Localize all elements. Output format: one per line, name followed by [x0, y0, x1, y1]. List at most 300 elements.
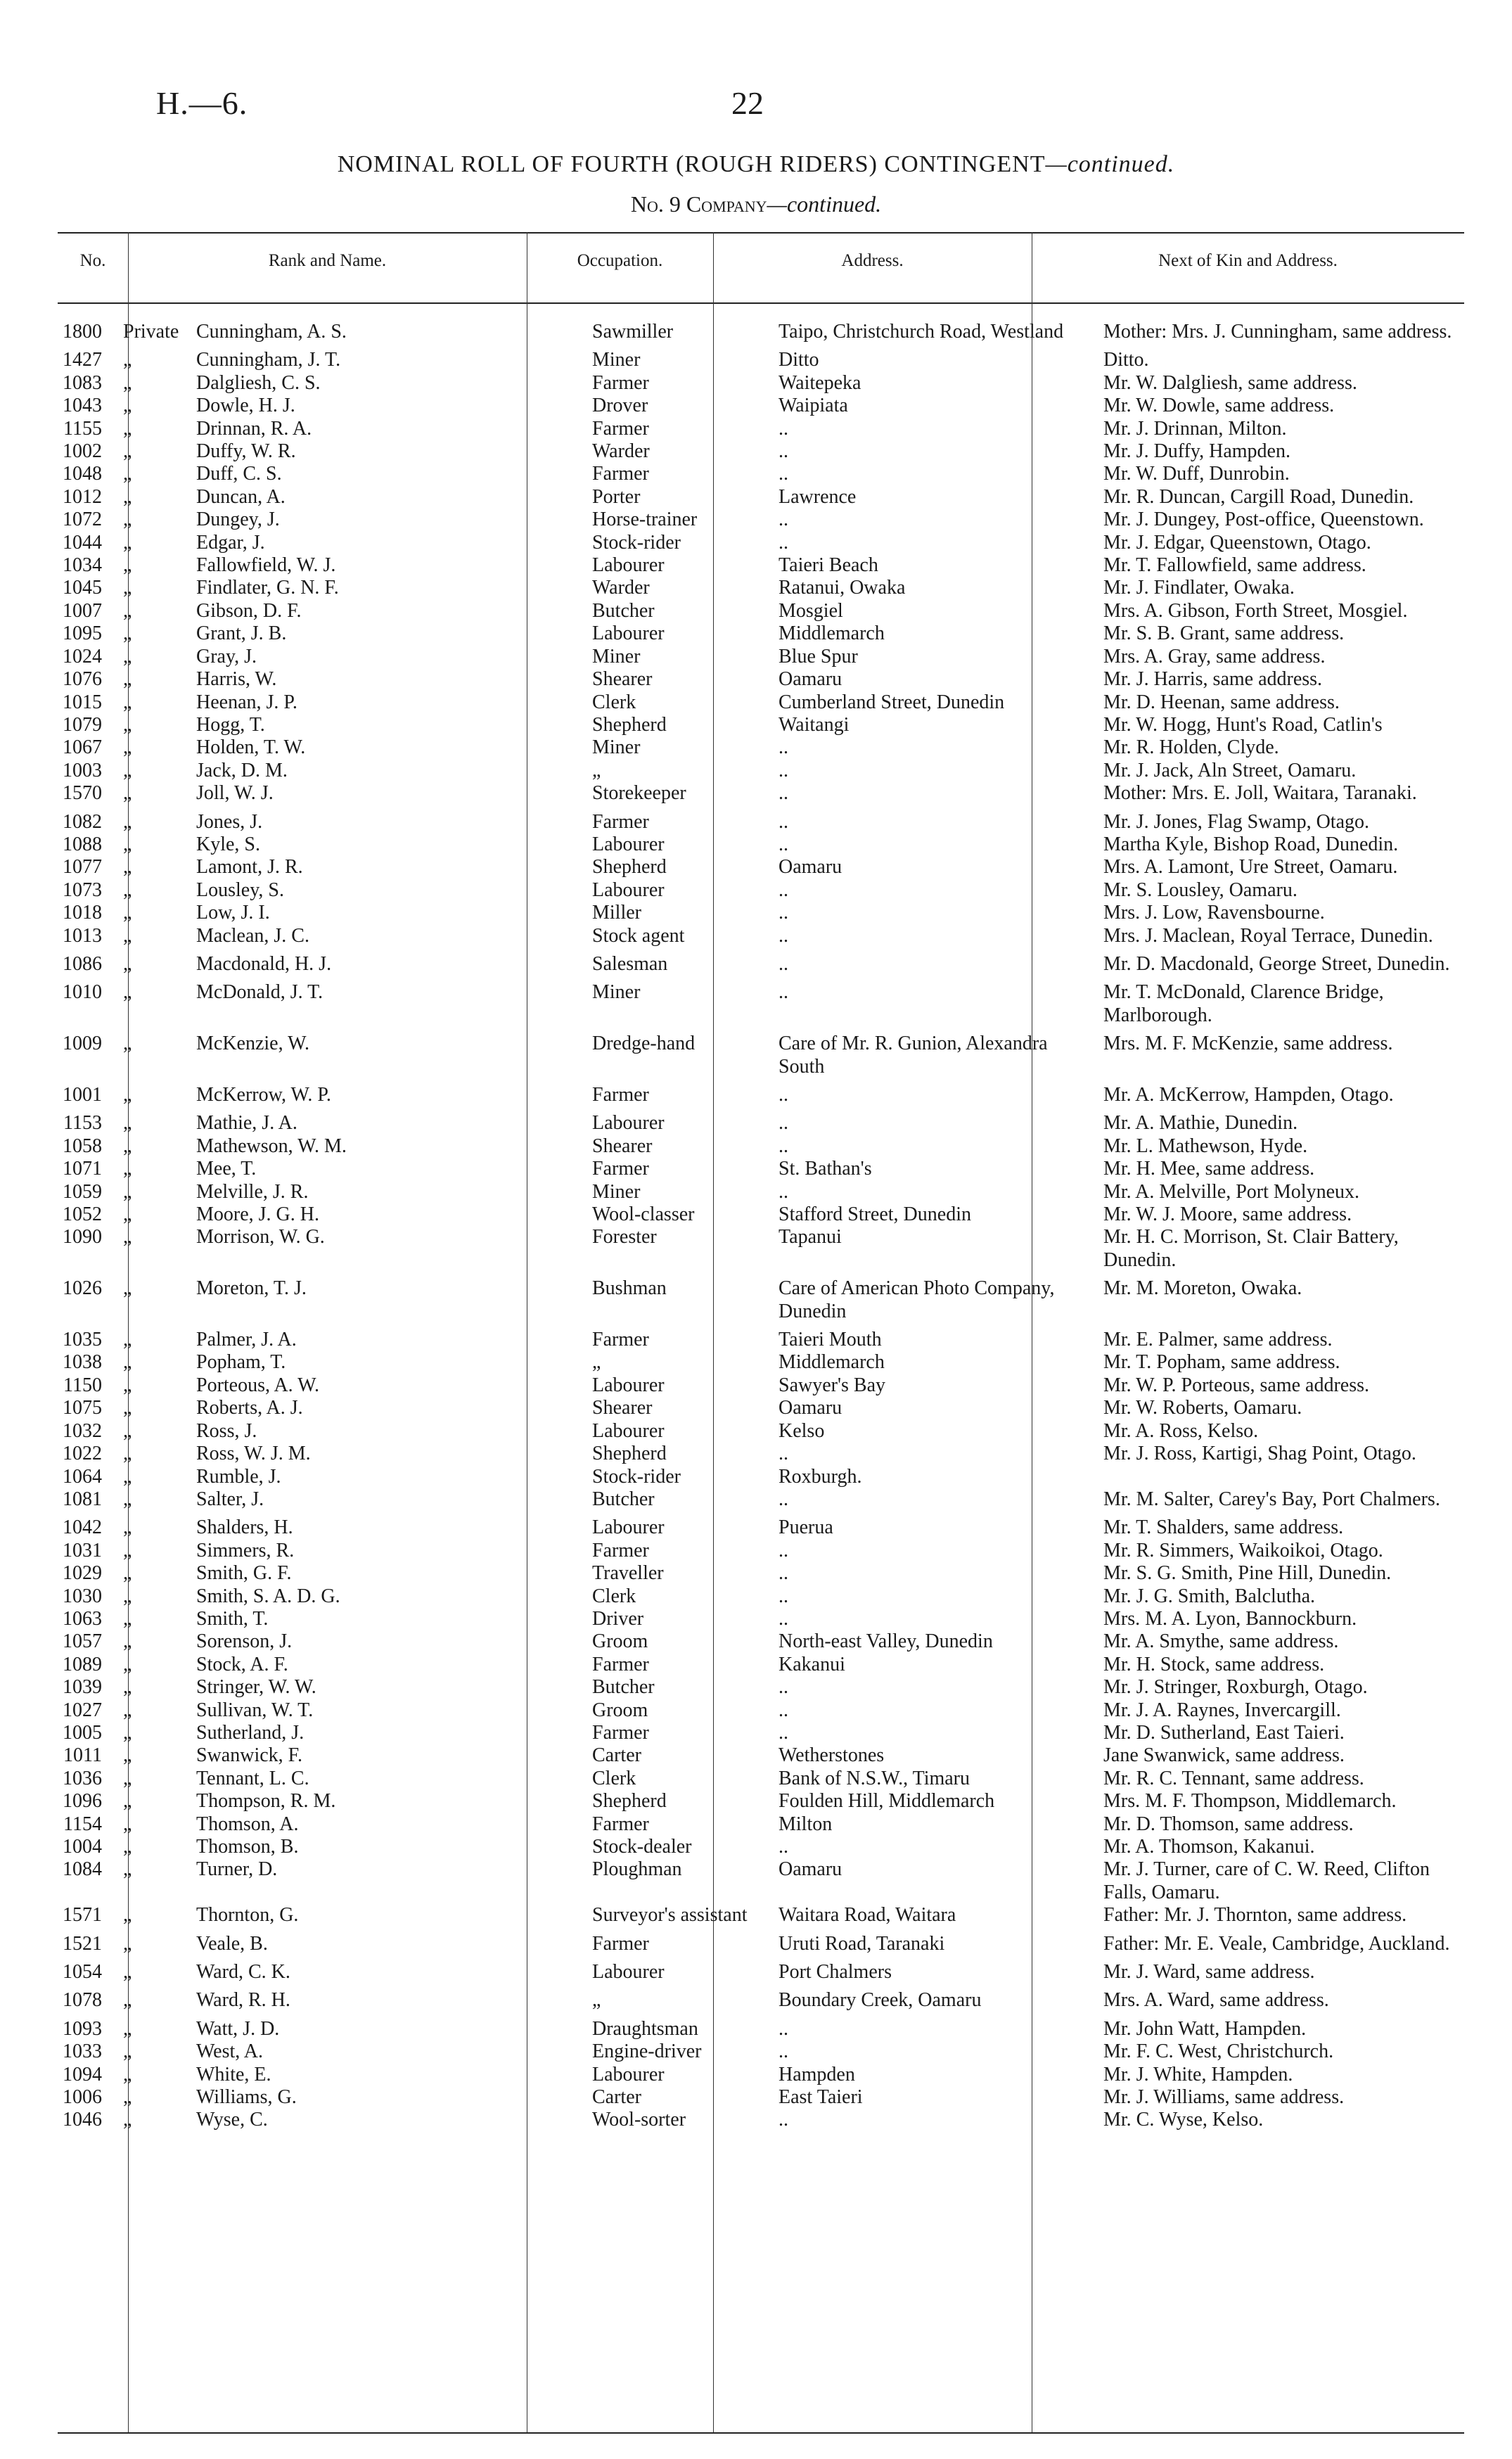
row-occupation: Labourer [592, 1112, 665, 1135]
row-occupation: Warder [592, 577, 650, 599]
row-number: 1030 [63, 1585, 102, 1607]
row-address: .. [779, 782, 788, 805]
row-number: 1009 [63, 1033, 102, 1055]
table-row [58, 509, 1464, 531]
row-address: Care of American Photo Company, Dunedin [779, 1277, 1055, 1322]
table-row [58, 1585, 1464, 1608]
row-address: Boundary Creek, Oamaru [779, 1989, 982, 2012]
row-rank: „ [123, 924, 132, 947]
table-row [58, 1323, 1464, 1351]
row-next-of-kin: Mr. W. P. Porteous, same address. [1103, 1374, 1369, 1396]
row-number: 1011 [63, 1744, 102, 1767]
table-row [58, 1699, 1464, 1722]
row-next-of-kin: Mr. L. Mathewson, Hyde. [1103, 1135, 1308, 1157]
row-rank: „ [123, 349, 132, 371]
row-occupation: Carter [592, 1744, 641, 1767]
row-next-of-kin: Jane Swanwick, same address. [1103, 1744, 1345, 1767]
row-rank: „ [123, 1699, 132, 1721]
row-name: Duncan, A. [196, 485, 286, 508]
row-occupation: Forester [592, 1226, 657, 1248]
table-row [58, 714, 1464, 736]
table-row [58, 902, 1464, 924]
row-occupation: Stock agent [592, 924, 685, 947]
row-number: 1003 [63, 759, 102, 781]
table-row [58, 1955, 1464, 1984]
row-occupation: Shepherd [592, 1790, 667, 1813]
table-row [58, 554, 1464, 577]
row-number: 1090 [63, 1226, 102, 1248]
row-occupation: Farmer [592, 1653, 649, 1675]
row-occupation: Wool-classer [592, 1203, 695, 1226]
row-name: Ward, C. K. [196, 1961, 290, 1984]
table-row [58, 782, 1464, 805]
row-next-of-kin: Mr. T. Popham, same address. [1103, 1351, 1340, 1374]
row-occupation: Draughtsman [592, 2017, 698, 2040]
row-next-of-kin: Mr. W. Dowle, same address. [1103, 395, 1335, 417]
row-address: Stafford Street, Dunedin [779, 1203, 971, 1226]
row-number: 1153 [63, 1112, 102, 1135]
row-occupation: Shearer [592, 1397, 653, 1419]
row-next-of-kin: Mr. T. Shalders, same address. [1103, 1516, 1344, 1539]
row-next-of-kin: Mr. D. Macdonald, George Street, Dunedin. [1103, 952, 1450, 975]
page-subtitle [0, 191, 1512, 217]
table-row [58, 833, 1464, 856]
row-number: 1005 [63, 1721, 102, 1744]
row-number: 1058 [63, 1135, 102, 1157]
row-name: Jack, D. M. [196, 759, 288, 781]
row-next-of-kin: Mr. J. Findlater, Owaka. [1103, 577, 1295, 599]
page-title [0, 151, 1512, 178]
table-row [58, 1562, 1464, 1585]
row-name: Gibson, D. F. [196, 599, 302, 622]
row-next-of-kin: Mr. J. Duffy, Hampden. [1103, 440, 1290, 463]
table-row [58, 736, 1464, 759]
table-row [58, 2040, 1464, 2063]
row-number: 1042 [63, 1516, 102, 1539]
row-next-of-kin: Mrs. A. Ward, same address. [1103, 1989, 1329, 2012]
row-occupation: Labourer [592, 1516, 665, 1539]
row-name: Cunningham, J. T. [196, 349, 341, 371]
row-number: 1084 [63, 1858, 102, 1881]
row-address: .. [779, 2109, 788, 2131]
table-row [58, 1790, 1464, 1813]
row-name: Harris, W. [196, 668, 277, 691]
row-rank: „ [123, 1374, 132, 1396]
table-row [58, 1676, 1464, 1699]
row-address: .. [779, 1135, 788, 1157]
row-address: Puerua [779, 1516, 833, 1539]
row-rank: „ [123, 509, 132, 531]
row-name: Porteous, A. W. [196, 1374, 320, 1396]
row-next-of-kin: Father: Mr. E. Veale, Cambridge, Auckland. [1103, 1932, 1450, 1955]
row-address: .. [779, 440, 788, 463]
row-address: Tapanui [779, 1226, 842, 1248]
row-name: Lamont, J. R. [196, 856, 303, 879]
row-occupation: Farmer [592, 1721, 649, 1744]
row-rank: „ [123, 554, 132, 577]
row-address: Oamaru [779, 668, 843, 691]
row-address: Wetherstones [779, 1744, 885, 1767]
row-number: 1045 [63, 577, 102, 599]
row-number: 1079 [63, 713, 102, 736]
row-address: Taieri Beach [779, 554, 878, 577]
row-name: Heenan, J. P. [196, 691, 297, 713]
row-rank: „ [123, 2063, 132, 2086]
row-number: 1036 [63, 1767, 102, 1789]
row-rank: „ [123, 1112, 132, 1135]
row-address: .. [779, 417, 788, 440]
row-occupation: Ploughman [592, 1858, 682, 1881]
row-rank: „ [123, 1329, 132, 1351]
row-name: Salter, J. [196, 1488, 264, 1510]
row-address: Ratanui, Owaka [779, 577, 906, 599]
row-next-of-kin [1098, 1466, 1464, 1488]
row-name: Sutherland, J. [196, 1721, 305, 1744]
row-address: Taipo, Christchurch Road, Westland [779, 321, 1064, 343]
row-address: Oamaru [779, 1858, 843, 1881]
row-occupation: Warder [592, 440, 650, 463]
table-row [58, 1630, 1464, 1653]
table-row [58, 1813, 1464, 1836]
row-number: 1095 [63, 622, 102, 645]
row-next-of-kin: Mr. S. G. Smith, Pine Hill, Dunedin. [1103, 1562, 1392, 1585]
nominal-roll-table [58, 321, 1464, 2132]
row-number: 1063 [63, 1607, 102, 1630]
row-occupation: Farmer [592, 1932, 649, 1955]
row-occupation: Engine-driver [592, 2040, 702, 2063]
row-rank: „ [123, 1465, 132, 1488]
row-number: 1089 [63, 1653, 102, 1675]
row-occupation: Labourer [592, 1961, 665, 1984]
table-row [58, 925, 1464, 947]
row-address: Lawrence [779, 485, 857, 508]
row-name: Macdonald, H. J. [196, 952, 332, 975]
row-number: 1007 [63, 599, 102, 622]
table-row [58, 760, 1464, 782]
table-row [58, 691, 1464, 714]
row-name: Dowle, H. J. [196, 395, 295, 417]
row-name: Gray, J. [196, 645, 257, 668]
row-address: .. [779, 810, 788, 833]
row-rank: „ [123, 645, 132, 668]
table-row [58, 1078, 1464, 1106]
row-rank: „ [123, 1516, 132, 1539]
row-number: 1064 [63, 1465, 102, 1488]
row-rank: Private [123, 321, 179, 343]
row-number: 1032 [63, 1419, 102, 1442]
row-next-of-kin: Mr. T. McDonald, Clarence Bridge, Marlborough. [1103, 981, 1384, 1026]
row-rank: „ [123, 371, 132, 394]
row-address: .. [779, 1112, 788, 1135]
row-next-of-kin: Mr. W. Roberts, Oamaru. [1103, 1397, 1302, 1419]
row-rank: „ [123, 981, 132, 1004]
row-number: 1072 [63, 509, 102, 531]
row-occupation: Clerk [592, 691, 636, 713]
row-next-of-kin: Mr. H. Mee, same address. [1103, 1158, 1315, 1180]
table-row [58, 879, 1464, 902]
row-name: West, A. [196, 2040, 263, 2063]
row-address: .. [779, 902, 788, 924]
row-address: Hampden [779, 2063, 855, 2086]
row-name: Ross, J. [196, 1419, 257, 1442]
row-name: Williams, G. [196, 2086, 297, 2109]
row-name: Sorenson, J. [196, 1630, 293, 1653]
table-row [58, 343, 1464, 371]
row-rank: „ [123, 1226, 132, 1248]
row-name: McDonald, J. T. [196, 981, 323, 1004]
row-occupation: Farmer [592, 417, 649, 440]
column-header-address: Address. [841, 251, 904, 270]
row-number: 1083 [63, 371, 102, 394]
row-next-of-kin: Mr. A. McKerrow, Hampden, Otago. [1103, 1084, 1394, 1106]
table-row [58, 2086, 1464, 2109]
table-header-rule [58, 302, 1464, 304]
row-name: Duffy, W. R. [196, 440, 296, 463]
row-number: 1075 [63, 1397, 102, 1419]
row-occupation: Groom [592, 1630, 648, 1653]
row-rank: „ [123, 1836, 132, 1858]
row-number: 1081 [63, 1488, 102, 1510]
row-rank: „ [123, 1585, 132, 1607]
row-address: Roxburgh. [779, 1465, 862, 1488]
row-number: 1035 [63, 1329, 102, 1351]
table-row [58, 1272, 1464, 1323]
row-address: .. [779, 981, 788, 1004]
row-occupation: Miller [592, 902, 641, 924]
row-rank: „ [123, 1989, 132, 2012]
row-name: Drinnan, R. A. [196, 417, 312, 440]
row-next-of-kin: Mr. J. Ward, same address. [1103, 1961, 1315, 1984]
row-number: 1054 [63, 1961, 102, 1984]
row-rank: „ [123, 952, 132, 975]
column-header-occupation: Occupation. [577, 251, 663, 270]
row-occupation: Farmer [592, 463, 649, 485]
row-address: .. [779, 833, 788, 855]
table-row [58, 1927, 1464, 1955]
row-rank: „ [123, 1158, 132, 1180]
row-address: .. [779, 1180, 788, 1203]
row-occupation: Surveyor's assistant [592, 1904, 748, 1927]
row-rank: „ [123, 485, 132, 508]
row-next-of-kin: Mr. W. Dalgliesh, same address. [1103, 371, 1357, 394]
row-next-of-kin: Mrs. M. F. Thompson, Middlemarch. [1103, 1790, 1397, 1813]
row-name: Smith, S. A. D. G. [196, 1585, 340, 1607]
row-address: Waipiata [779, 395, 848, 417]
row-next-of-kin: Mr. C. Wyse, Kelso. [1103, 2109, 1264, 2131]
row-next-of-kin: Mr. R. Holden, Clyde. [1103, 736, 1279, 759]
row-address: North-east Valley, Dunedin [779, 1630, 993, 1653]
row-name: Duff, C. S. [196, 463, 282, 485]
row-number: 1029 [63, 1562, 102, 1585]
table-row [58, 856, 1464, 879]
row-address: Middlemarch [779, 1351, 885, 1374]
table-row [58, 1768, 1464, 1790]
row-number: 1039 [63, 1676, 102, 1699]
row-rank: „ [123, 1813, 132, 1835]
row-number: 1026 [63, 1277, 102, 1300]
row-name: Tennant, L. C. [196, 1767, 309, 1789]
row-address: Oamaru [779, 856, 843, 879]
row-next-of-kin: Mr. J. Drinnan, Milton. [1103, 417, 1287, 440]
row-occupation: Driver [592, 1607, 644, 1630]
row-next-of-kin: Mrs. M. F. McKenzie, same address. [1103, 1033, 1393, 1055]
table-row [58, 1654, 1464, 1676]
row-next-of-kin: Mr. J. Jack, Aln Street, Oamaru. [1103, 759, 1357, 781]
row-name: Turner, D. [196, 1858, 278, 1881]
row-number: 1093 [63, 2017, 102, 2040]
row-rank: „ [123, 759, 132, 781]
row-occupation: Stock-rider [592, 531, 681, 554]
row-number: 1024 [63, 645, 102, 668]
row-number: 1046 [63, 2109, 102, 2131]
table-row [58, 577, 1464, 599]
table-row [58, 440, 1464, 463]
row-occupation: Labourer [592, 833, 665, 855]
row-address: Port Chalmers [779, 1961, 892, 1984]
row-address: .. [779, 952, 788, 975]
table-row [58, 2064, 1464, 2086]
row-name: Jones, J. [196, 810, 263, 833]
row-number: 1071 [63, 1158, 102, 1180]
row-next-of-kin: Mrs. J. Low, Ravensbourne. [1103, 902, 1325, 924]
row-address: .. [779, 1539, 788, 1561]
row-next-of-kin: Ditto. [1103, 349, 1149, 371]
table-row [58, 2109, 1464, 2131]
table-row [58, 1858, 1464, 1904]
row-address: .. [779, 1607, 788, 1630]
row-name: Moore, J. G. H. [196, 1203, 319, 1226]
row-address: Waitepeka [779, 371, 861, 394]
row-next-of-kin: Mr. J. A. Raynes, Invercargill. [1103, 1699, 1341, 1721]
table-row [58, 622, 1464, 645]
row-name: Simmers, R. [196, 1539, 295, 1561]
row-name: Swanwick, F. [196, 1744, 302, 1767]
row-next-of-kin: Mr. J. Stringer, Roxburgh, Otago. [1103, 1676, 1368, 1699]
row-rank: „ [123, 668, 132, 691]
row-occupation: Shepherd [592, 856, 667, 879]
row-occupation: Labourer [592, 1374, 665, 1396]
row-name: Fallowfield, W. J. [196, 554, 336, 577]
row-number: 1571 [63, 1904, 102, 1927]
table-row [58, 1203, 1464, 1226]
row-name: Low, J. I. [196, 902, 270, 924]
row-rank: „ [123, 736, 132, 759]
row-rank: „ [123, 691, 132, 713]
row-next-of-kin: Mr. J. Turner, care of C. W. Reed, Clifton Falls, Oamaru. [1103, 1858, 1430, 1903]
row-occupation: Farmer [592, 1329, 649, 1351]
row-number: 1043 [63, 395, 102, 417]
row-name: Thomson, A. [196, 1813, 299, 1835]
row-address: Foulden Hill, Middlemarch [779, 1790, 995, 1813]
row-number: 1010 [63, 981, 102, 1004]
row-occupation: Stock-rider [592, 1465, 681, 1488]
row-rank: „ [123, 2109, 132, 2131]
row-occupation: Miner [592, 349, 641, 371]
row-next-of-kin: Mr. D. Thomson, same address. [1103, 1813, 1354, 1835]
row-address: .. [779, 879, 788, 901]
row-number: 1154 [63, 1813, 102, 1835]
row-name: Morrison, W. G. [196, 1226, 325, 1248]
table-row [58, 1351, 1464, 1374]
table-row [58, 1744, 1464, 1767]
row-address: Care of Mr. R. Gunion, Alexandra South [779, 1033, 1048, 1078]
row-number: 1800 [63, 321, 102, 343]
row-next-of-kin: Martha Kyle, Bishop Road, Dunedin. [1103, 833, 1399, 855]
row-number: 1001 [63, 1084, 102, 1106]
row-next-of-kin: Mr. H. C. Morrison, St. Clair Battery, Dunedin. [1103, 1226, 1399, 1271]
row-next-of-kin: Mr. M. Moreton, Owaka. [1103, 1277, 1302, 1300]
row-next-of-kin: Mrs. A. Gray, same address. [1103, 645, 1326, 668]
row-number: 1012 [63, 485, 102, 508]
row-next-of-kin: Mr. R. Simmers, Waikoikoi, Otago. [1103, 1539, 1383, 1561]
row-name: Mathewson, W. M. [196, 1135, 347, 1157]
row-number: 1150 [63, 1374, 102, 1396]
row-next-of-kin: Mr. A. Ross, Kelso. [1103, 1419, 1259, 1442]
table-row [58, 600, 1464, 622]
row-rank: „ [123, 1351, 132, 1374]
row-name: Smith, G. F. [196, 1562, 292, 1585]
row-rank: „ [123, 1858, 132, 1881]
table-row [58, 1158, 1464, 1180]
row-name: Hogg, T. [196, 713, 265, 736]
row-address: Blue Spur [779, 645, 858, 668]
table-row [58, 976, 1464, 1027]
row-occupation: Storekeeper [592, 782, 686, 805]
row-address: .. [779, 509, 788, 531]
row-name: Melville, J. R. [196, 1180, 309, 1203]
row-name: Veale, B. [196, 1932, 268, 1955]
row-next-of-kin: Mr. J. G. Smith, Balclutha. [1103, 1585, 1315, 1607]
row-address: Milton [779, 1813, 833, 1835]
row-occupation: Bushman [592, 1277, 667, 1300]
row-occupation: Miner [592, 981, 641, 1004]
row-address: St. Bathan's [779, 1158, 872, 1180]
row-address: .. [779, 1836, 788, 1858]
row-name: McKerrow, W. P. [196, 1084, 331, 1106]
row-occupation: Traveller [592, 1562, 664, 1585]
row-rank: „ [123, 577, 132, 599]
table-row [58, 668, 1464, 691]
row-rank: „ [123, 1653, 132, 1675]
table-row [58, 646, 1464, 668]
row-number: 1076 [63, 668, 102, 691]
row-occupation: Labourer [592, 622, 665, 645]
row-occupation: Labourer [592, 1419, 665, 1442]
table-row [58, 1226, 1464, 1272]
row-number: 1052 [63, 1203, 102, 1226]
row-occupation: „ [592, 1351, 601, 1374]
table-row [58, 947, 1464, 976]
table-row [58, 1443, 1464, 1465]
row-name: Ross, W. J. M. [196, 1443, 311, 1465]
row-occupation: Carter [592, 2086, 641, 2109]
row-number: 1073 [63, 879, 102, 901]
table-row [58, 321, 1464, 343]
row-rank: „ [123, 1961, 132, 1984]
row-rank: „ [123, 2017, 132, 2040]
row-name: Kyle, S. [196, 833, 260, 855]
table-row [58, 1374, 1464, 1397]
table-row [58, 1397, 1464, 1419]
document-reference: H.—6. [156, 85, 248, 121]
row-occupation: Butcher [592, 599, 655, 622]
row-rank: „ [123, 833, 132, 855]
row-occupation: Shearer [592, 1135, 653, 1157]
row-occupation: Shepherd [592, 1443, 667, 1465]
row-next-of-kin: Mother: Mrs. E. Joll, Waitara, Taranaki. [1103, 782, 1417, 805]
row-name: Mathie, J. A. [196, 1112, 297, 1135]
row-name: Stock, A. F. [196, 1653, 288, 1675]
